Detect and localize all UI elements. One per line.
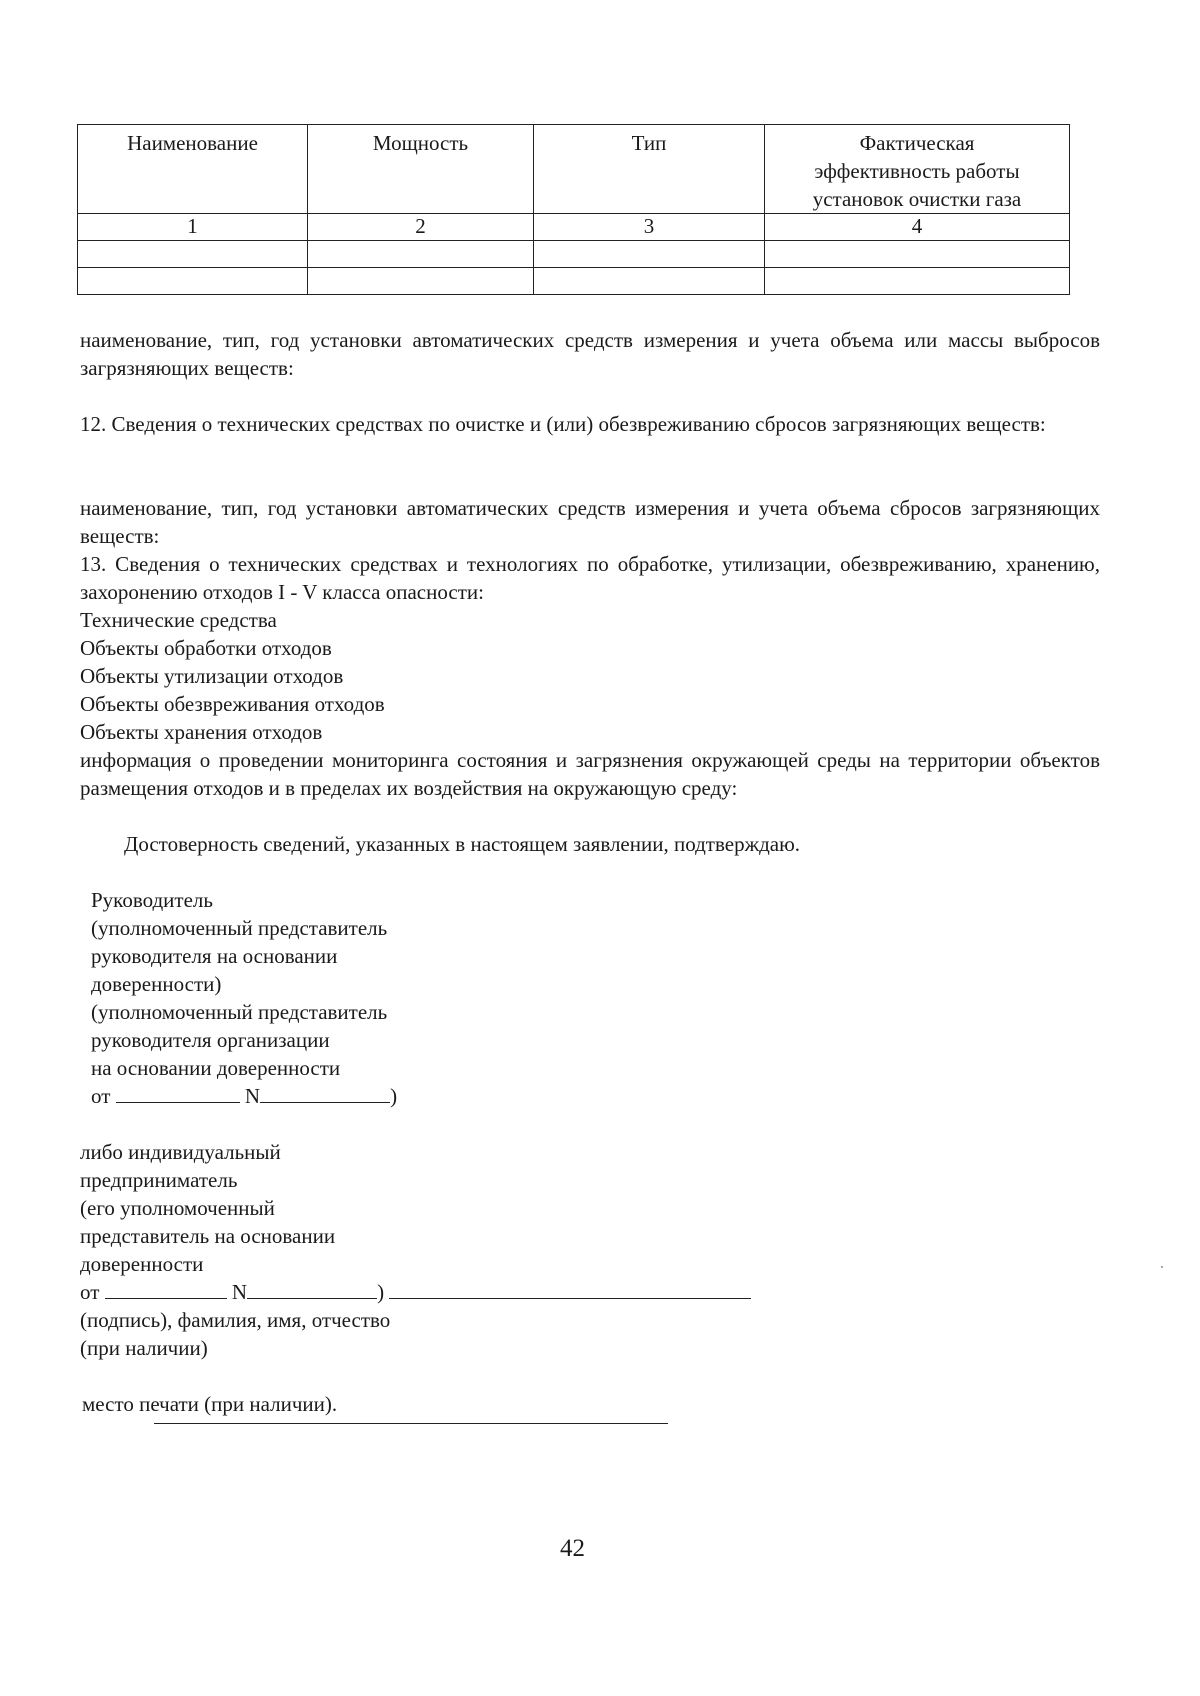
number-blank[interactable] [247, 1278, 377, 1299]
signer-line: Руководитель [91, 888, 213, 912]
confirmation-statement: Достоверность сведений, указанных в настоящем заявлении, подтверждаю. [124, 832, 801, 856]
header-efficiency-line-2: эффективность работы [814, 159, 1020, 183]
table-header-row [78, 125, 1070, 214]
list-item: Объекты обработки отходов [80, 636, 332, 660]
signer-line: руководителя организации [91, 1028, 330, 1052]
header-power: Мощность [308, 125, 534, 214]
from-label: от [80, 1280, 100, 1304]
table-cell [765, 241, 1070, 268]
page-number: 42 [560, 1535, 585, 1562]
date-blank[interactable] [105, 1278, 227, 1299]
signer-line: (уполномоченный представитель [91, 916, 388, 940]
number-label: N [231, 1280, 248, 1304]
signature-caption: (подпись), фамилия, имя, отчество [80, 1308, 391, 1332]
table-cell [78, 241, 308, 268]
monitoring-paragraph: информация о проведении мониторинга состояния и загрязнения окружающей среды на территории объектов размещения отходов и в пределах их воздействия на окружающую среду: [80, 748, 1100, 800]
footer-rule [154, 1423, 668, 1424]
emission-meters-paragraph: наименование, тип, год установки автоматических средств измерения и учета объема или массы выбросов загрязняющих веществ: [80, 328, 1100, 380]
signer-line: либо индивидуальный [80, 1140, 281, 1164]
power-of-attorney-line [91, 1082, 397, 1110]
column-number: 2 [308, 214, 534, 241]
column-number: 4 [765, 214, 1070, 241]
signer-line: на основании доверенности [91, 1056, 341, 1080]
table-cell [765, 268, 1070, 295]
list-item: Объекты обезвреживания отходов [80, 692, 385, 716]
signature-blank[interactable] [389, 1278, 751, 1299]
table-cell [534, 268, 765, 295]
section-12-paragraph: 12. Сведения о технических средствах по очистке и (или) обезвреживанию сбросов загрязняющих веществ: [80, 412, 1046, 436]
table-cell [534, 241, 765, 268]
list-item: Объекты хранения отходов [80, 720, 323, 744]
power-of-attorney-line [80, 1278, 751, 1306]
signer-line: (его уполномоченный [80, 1196, 275, 1220]
equipment-table [77, 124, 1070, 295]
table-cell [78, 268, 308, 295]
scan-speck [1161, 1266, 1163, 1268]
signer-line: руководителя на основании [91, 944, 338, 968]
header-type: Тип [534, 125, 765, 214]
table-row [78, 268, 1070, 295]
number-label: N [244, 1084, 261, 1108]
signer-line: доверенности) [91, 972, 222, 996]
signature-caption: (при наличии) [80, 1336, 208, 1360]
discharge-meters-paragraph: наименование, тип, год установки автоматических средств измерения и учета объема сбросов загрязняющих веществ: [80, 496, 1100, 548]
list-item: Технические средства [80, 608, 277, 632]
section-13-paragraph: 13. Сведения о технических средствах и технологиях по обработке, утилизации, обезвреживанию, хранению, захоронению отходов I - V класса опасности: [80, 552, 1100, 604]
close-paren: ) [390, 1084, 398, 1108]
signer-line: предприниматель [80, 1168, 238, 1192]
close-paren: ) [377, 1280, 385, 1304]
signer-line: доверенности [80, 1252, 204, 1276]
table-cell [308, 241, 534, 268]
table-cell [308, 268, 534, 295]
stamp-place: место печати (при наличии). [82, 1392, 338, 1416]
from-label: от [91, 1084, 111, 1108]
column-number: 3 [534, 214, 765, 241]
column-number: 1 [78, 214, 308, 241]
date-blank[interactable] [116, 1082, 240, 1103]
table-row [78, 241, 1070, 268]
header-efficiency-line-1: Фактическая [859, 131, 975, 155]
signer-line: (уполномоченный представитель [91, 1000, 388, 1024]
signer-line: представитель на основании [80, 1224, 336, 1248]
header-name: Наименование [78, 125, 308, 214]
number-blank[interactable] [260, 1082, 390, 1103]
table-number-row [78, 214, 1070, 241]
header-efficiency-line-3: установок очистки газа [812, 187, 1022, 211]
list-item: Объекты утилизации отходов [80, 664, 344, 688]
header-efficiency [765, 125, 1070, 214]
